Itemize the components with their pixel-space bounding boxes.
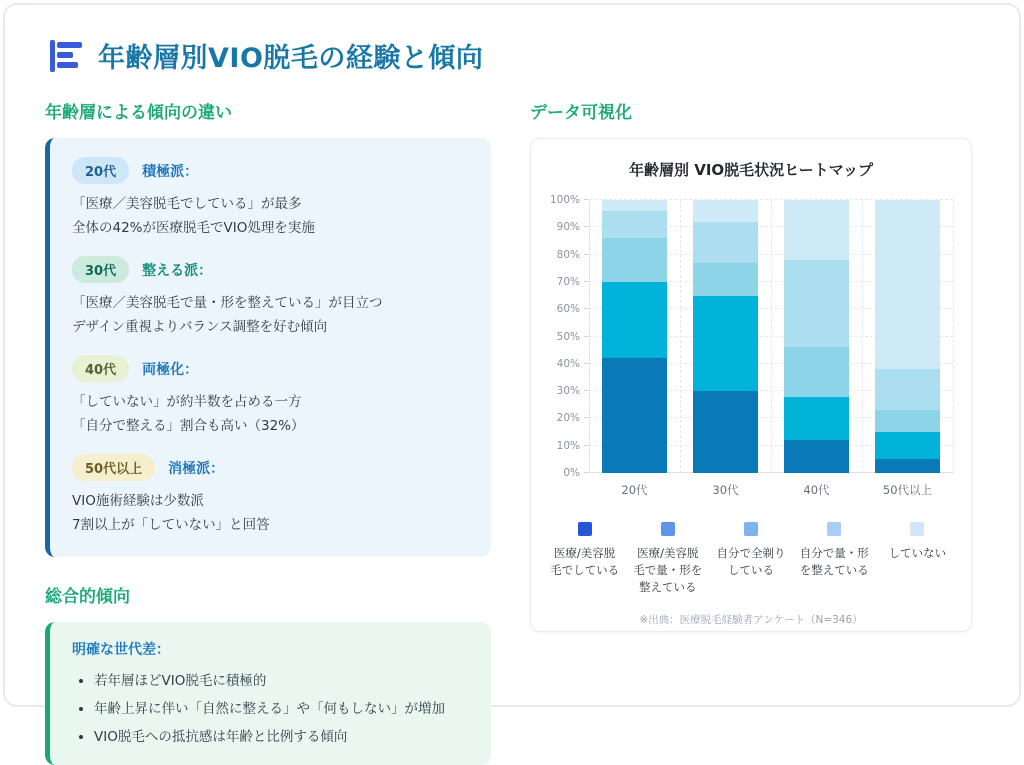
right-column: [530, 98, 972, 632]
legend-swatch: [744, 522, 758, 536]
legend-swatch: [910, 522, 924, 536]
trend-line: 全体の42%が医療脱毛でVIO処理を実施: [72, 220, 315, 236]
left-column: [45, 98, 491, 765]
trend-line: デザイン重視よりバランス調整を好む傾向: [72, 319, 328, 335]
y-axis-label: 80%: [556, 248, 580, 261]
legend-item: [709, 522, 792, 596]
bar-segment: [693, 263, 759, 296]
age-badge: 50代以上: [72, 454, 155, 481]
header: [48, 36, 483, 75]
bar-segment: [784, 347, 850, 396]
x-axis-labels: [589, 482, 953, 498]
y-axis-label: 20%: [556, 412, 580, 425]
y-axis-tick: [584, 308, 588, 309]
bar-segment: [875, 369, 941, 410]
chart-title: 年齢層別 VIO脱毛状況ヒートマップ: [629, 161, 873, 179]
legend-swatch: [827, 522, 841, 536]
legend-label-line: を整えている: [799, 563, 869, 577]
trend-line: 「自分で整える」割合も高い（32%）: [72, 418, 305, 434]
chart-card: [530, 138, 972, 632]
bar-segment: [693, 222, 759, 263]
trend-group: [72, 355, 469, 438]
bar-segment: [784, 260, 850, 347]
legend-label-line: 医療/美容脱: [637, 546, 699, 560]
trend-type-label: 整える派：: [142, 262, 213, 279]
trend-badge-row: [72, 454, 469, 481]
trend-type-label: 積極派：: [142, 163, 199, 180]
legend-label-line: 毛でしている: [550, 563, 620, 577]
legend-label-line: 医療/美容脱: [553, 546, 616, 560]
age-badge: 30代: [72, 256, 129, 283]
bar-chart-icon: [48, 39, 84, 73]
bar-segment: [602, 200, 668, 211]
section-heading-trends: 年齢層による傾向の違い: [45, 103, 232, 123]
stacked-bar: [602, 200, 668, 473]
y-axis-label: 60%: [556, 303, 580, 316]
section-heading-chart: データ可視化: [530, 103, 632, 123]
legend-item: [626, 522, 709, 596]
legend-swatch: [661, 522, 675, 536]
legend-label-line: していない: [888, 546, 947, 560]
y-axis-label: 10%: [556, 439, 580, 452]
trend-group: [72, 256, 469, 339]
legend-label-line: している: [728, 563, 774, 577]
y-axis-label: 90%: [556, 221, 580, 234]
trend-line: VIO施術経験は少数派: [72, 493, 204, 509]
bar-segment: [693, 200, 759, 222]
age-badge: 40代: [72, 355, 129, 382]
legend-item: [543, 522, 626, 596]
bullet-item: • 年齢上昇に伴い「自然に整える」や「何もしない」が増加: [94, 695, 469, 723]
legend-label-line: 毛で量・形を: [633, 563, 703, 577]
chart-footnote: ※出典：医療脱毛経験者アンケート（N=346）: [639, 614, 863, 626]
stacked-bar: [875, 200, 941, 473]
chart-legend: [543, 522, 959, 596]
summary-title: 明確な世代差：: [72, 642, 170, 658]
y-axis-label: 0%: [563, 467, 580, 479]
x-axis-label: 40代: [803, 483, 830, 497]
bars-row: [589, 200, 953, 473]
trend-type-label: 両極化：: [142, 361, 199, 378]
y-axis-tick: [584, 417, 588, 418]
bullet-item: • VIO脱毛への抵抗感は年齢と比例する傾向: [94, 723, 469, 751]
summary-bullets: [72, 667, 469, 751]
vertical-gridline: [953, 200, 954, 473]
bar-segment: [784, 440, 850, 473]
age-badge: 20代: [72, 157, 129, 184]
y-axis-tick: [584, 445, 588, 446]
trend-group: [72, 454, 469, 537]
trend-card: [45, 138, 491, 557]
plot-area: [549, 194, 953, 479]
bar-column-20代: [589, 200, 680, 473]
legend-label-line: 整えている: [639, 580, 697, 594]
section-heading-summary: 総合的傾向: [45, 587, 130, 607]
stacked-bar: [693, 200, 759, 473]
stacked-bar: [784, 200, 850, 473]
bar-segment: [875, 410, 941, 432]
bar-segment: [784, 397, 850, 441]
y-axis-tick: [584, 199, 588, 200]
trend-badge-row: [72, 157, 469, 184]
bar-segment: [602, 282, 668, 358]
trend-line: 「医療／美容脱毛でしている」が最多: [72, 196, 302, 212]
y-axis-label: 70%: [556, 275, 580, 288]
bar-segment: [602, 238, 668, 282]
y-axis-label: 30%: [556, 385, 580, 398]
bar-segment: [693, 296, 759, 392]
legend-item: [876, 522, 959, 596]
x-axis-label: 30代: [712, 483, 739, 497]
y-axis-tick: [584, 226, 588, 227]
bar-segment: [602, 358, 668, 473]
trend-badge-row: [72, 256, 469, 283]
trend-line: 「していない」が約半数を占める一方: [72, 394, 302, 410]
y-axis-label: 40%: [556, 357, 580, 370]
y-axis-tick: [584, 254, 588, 255]
legend-label-line: 自分で量・形: [799, 546, 869, 560]
trend-groups: [72, 157, 469, 537]
bar-column-50代以上: [862, 200, 953, 473]
trend-line: 「医療／美容脱毛で量・形を整えている」が目立つ: [72, 295, 383, 311]
bar-column-40代: [771, 200, 862, 473]
y-axis-label: 50%: [556, 330, 580, 343]
y-axis-tick: [584, 472, 588, 473]
y-axis-tick: [584, 336, 588, 337]
bar-segment: [875, 432, 941, 459]
trend-badge-row: [72, 355, 469, 382]
bullet-item: • 若年層ほどVIO脱毛に積極的: [94, 667, 469, 695]
y-axis-tick: [584, 281, 588, 282]
x-axis-label: 50代以上: [882, 483, 933, 497]
bar-segment: [602, 211, 668, 238]
bar-segment: [693, 391, 759, 473]
trend-group: [72, 157, 469, 240]
y-axis-tick: [584, 363, 588, 364]
summary-card: [45, 622, 491, 765]
y-axis-tick: [584, 390, 588, 391]
y-axis-label: 100%: [549, 194, 580, 206]
bar-segment: [875, 200, 941, 369]
legend-item: [793, 522, 876, 596]
trend-type-label: 消極派：: [168, 460, 225, 477]
legend-swatch: [578, 522, 592, 536]
x-axis-label: 20代: [621, 483, 648, 497]
bar-column-30代: [680, 200, 771, 473]
legend-label-line: 自分で全剃り: [716, 546, 786, 560]
trend-line: 7割以上が「していない」と回答: [72, 517, 270, 533]
bar-segment: [875, 459, 941, 473]
bar-segment: [784, 200, 850, 260]
page-title: 年齢層別VIO脱毛の経験と傾向: [98, 43, 484, 74]
